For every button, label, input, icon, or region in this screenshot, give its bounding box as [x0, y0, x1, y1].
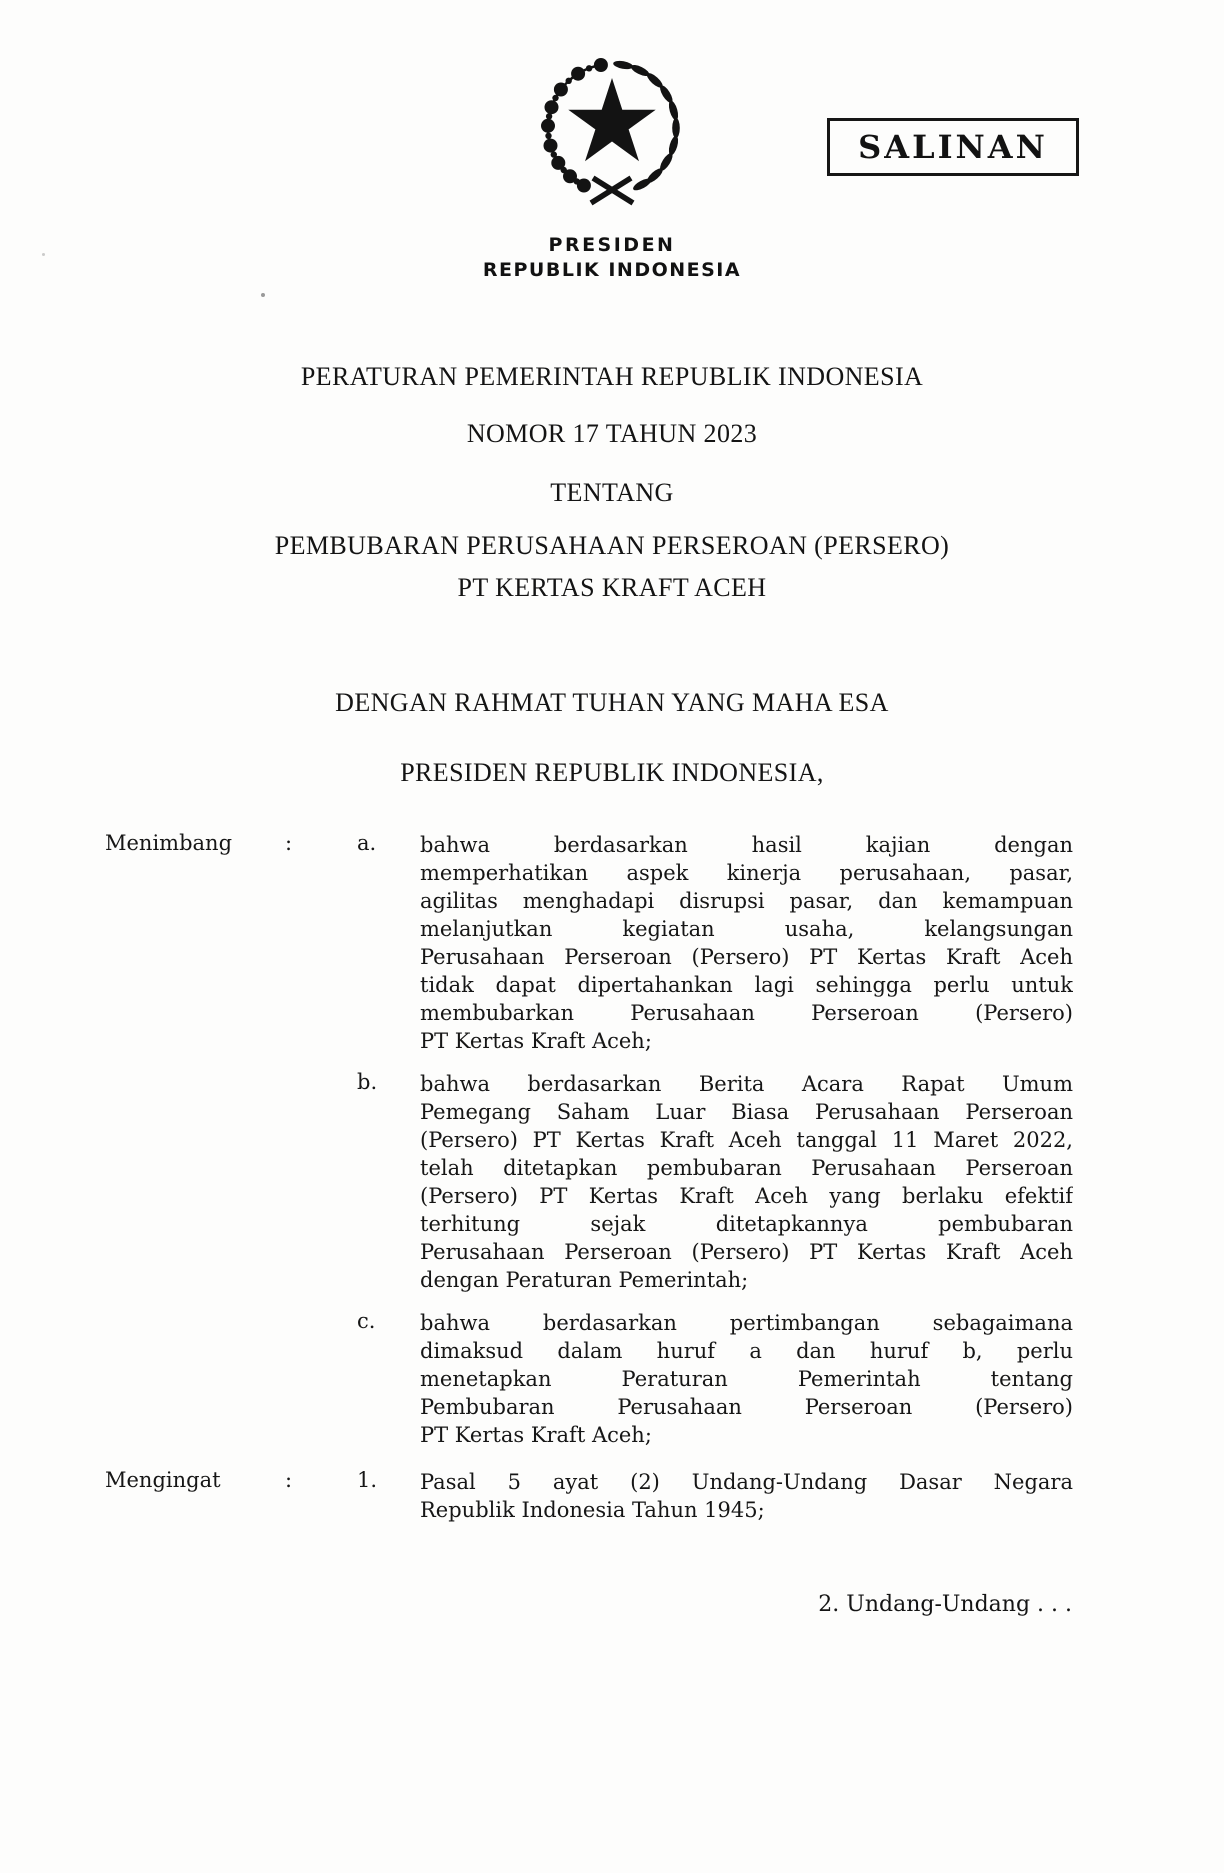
consideration-line: bahwa berdasarkan Berita Acara Rapat Umum	[420, 1072, 1073, 1096]
consideration-line: PT Kertas Kraft Aceh;	[420, 1029, 652, 1053]
page-catchword: 2. Undang-Undang . . .	[818, 1592, 1072, 1617]
consideration-item-c	[357, 1309, 1073, 1449]
legal-basis-line: Republik Indonesia Tahun 1945;	[420, 1498, 765, 1522]
consideration-line: PT Kertas Kraft Aceh;	[420, 1423, 652, 1447]
colon-separator: :	[285, 1468, 293, 1492]
invocation-line: DENGAN RAHMAT TUHAN YANG MAHA ESA	[335, 688, 889, 717]
doc-title-tentang: TENTANG	[550, 478, 674, 507]
consideration-line: telah ditetapkan pembubaran Perusahaan Perseroan	[420, 1156, 1073, 1180]
consideration-line: Pembubaran Perusahaan Perseroan (Persero)	[420, 1395, 1073, 1419]
salinan-stamp	[827, 118, 1079, 176]
scan-artifact	[261, 293, 265, 297]
consideration-line: (Persero) PT Kertas Kraft Aceh yang berlaku efektif	[420, 1184, 1073, 1208]
consideration-line: tidak dapat dipertahankan lagi sehingga perlu untuk	[420, 973, 1073, 997]
consideration-line: dimaksud dalam huruf a dan huruf b, perlu	[420, 1339, 1073, 1363]
scan-artifact	[42, 253, 45, 256]
consideration-line: agilitas menghadapi disrupsi pasar, dan kemampuan	[420, 889, 1073, 913]
salinan-stamp-label: SALINAN	[858, 128, 1048, 166]
doc-title-line-1: PERATURAN PEMERINTAH REPUBLIK INDONESIA	[300, 362, 924, 391]
consideration-line: membubarkan Perusahaan Perseroan (Persero)	[420, 1001, 1073, 1025]
item-marker: 1.	[357, 1468, 378, 1492]
consideration-line: bahwa berdasarkan pertimbangan sebagaimana	[420, 1311, 1073, 1335]
state-seal-icon	[524, 46, 700, 212]
colon-separator: :	[285, 831, 293, 855]
consideration-line: dengan Peraturan Pemerintah;	[420, 1268, 749, 1292]
consideration-line: melanjutkan kegiatan usaha, kelangsungan	[420, 917, 1073, 941]
authority-line: PRESIDEN REPUBLIK INDONESIA,	[400, 758, 824, 787]
section-label: Menimbang	[105, 831, 233, 855]
item-marker: c.	[357, 1309, 376, 1333]
doc-title-subject-1: PEMBUBARAN PERUSAHAAN PERSEROAN (PERSERO)	[274, 531, 950, 560]
consideration-line: memperhatikan aspek kinerja perusahaan, pasar,	[420, 861, 1073, 885]
letterhead-republik-indonesia: REPUBLIK INDONESIA	[482, 259, 742, 281]
consideration-line: Pemegang Saham Luar Biasa Perusahaan Perseroan	[420, 1100, 1073, 1124]
consideration-line: (Persero) PT Kertas Kraft Aceh tanggal 11 Maret 2022,	[420, 1128, 1073, 1152]
consideration-line: bahwa berdasarkan hasil kajian dengan	[420, 833, 1073, 857]
consideration-item-b	[357, 1070, 1073, 1294]
doc-title-number: NOMOR 17 TAHUN 2023	[466, 419, 758, 448]
consideration-line: Perusahaan Perseroan (Persero) PT Kertas Kraft Aceh	[420, 1240, 1073, 1264]
legal-basis-item-1	[357, 1468, 1073, 1524]
consideration-line: menetapkan Peraturan Pemerintah tentang	[420, 1367, 1073, 1391]
item-marker: b.	[357, 1070, 378, 1094]
consideration-item-a	[357, 831, 1073, 1055]
item-marker: a.	[357, 831, 377, 855]
consideration-line: terhitung sejak ditetapkannya pembubaran	[420, 1212, 1073, 1236]
consideration-line: Perusahaan Perseroan (Persero) PT Kertas Kraft Aceh	[420, 945, 1073, 969]
letterhead-presiden: PRESIDEN	[548, 234, 676, 256]
section-label: Mengingat	[105, 1468, 221, 1492]
doc-title-subject-2: PT KERTAS KRAFT ACEH	[457, 573, 767, 602]
legal-basis-line: Pasal 5 ayat (2) Undang-Undang Dasar Negara	[420, 1470, 1073, 1494]
